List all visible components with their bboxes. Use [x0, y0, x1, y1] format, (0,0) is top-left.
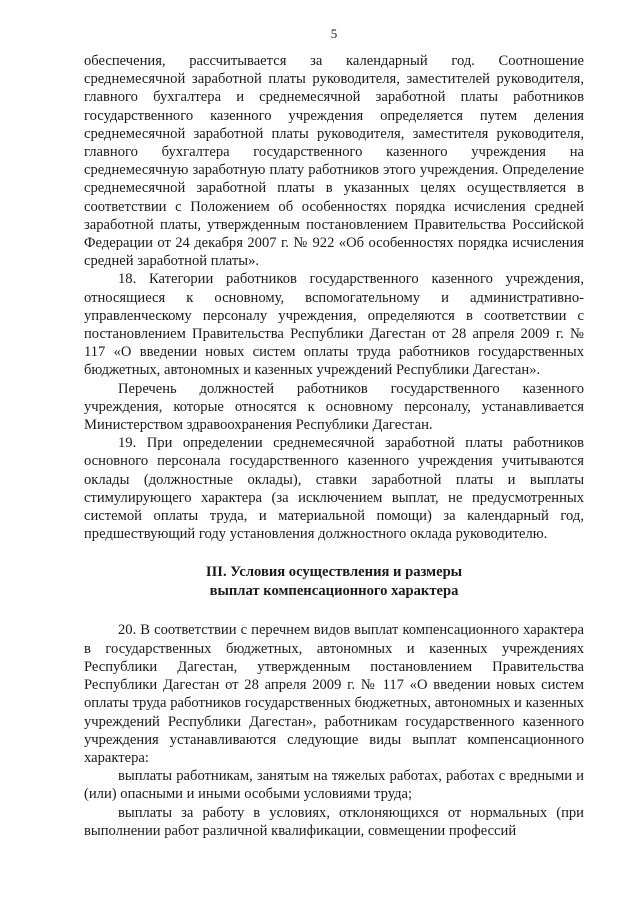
paragraph-item-18: 18. Категории работников государственного казенного учреждения, относящиеся к основному, вспомогательному и административно-управленческому персоналу учреждения, определяются в соответствии с постановлением Правительства Республики Дагестан от 28 апреля 2009 г. № 117 «О введении новых систем оплаты труда работников государственных бюджетных, автономных и казенных учреждений Республики Дагестан».: [84, 271, 584, 379]
page-number: 5: [330, 26, 338, 41]
section-heading: [84, 563, 584, 601]
paragraph-item-20: 20. В соответствии с перечнем видов выплат компенсационного характера в государственных бюджетных, автономных и казенных учреждениях Республики Дагестан, утвержденным постановлением Правительства Республики Дагестан от 28 апреля 2009 г. № 117 «О введении новых систем оплаты труда работников государственных бюджетных, автономных и казенных учреждений Республики Дагестан», работникам государственного казенного учреждения устанавливаются следующие виды выплат компенсационного характера:: [84, 622, 584, 766]
paragraph-continuation: обеспечения, рассчитывается за календарный год. Соотношение среднемесячной заработной платы руководителя, заместителей руководителя, главного бухгалтера и среднемесячной заработной платы работников государственного казенного учреждения определяется путем деления среднемесячной заработной платы руководителя, заместителя руководителя, главного бухгалтера государственного казенного учреждения на среднемесячную заработную плату работников этого учреждения. Определение среднемесячной заработной платы в указанных целях осуществляется в соответствии с Положением об особенностях порядка исчисления средней заработной платы, утвержденным постановлением Правительства Российской Федерации от 24 декабря 2007 г. № 922 «Об особенностях порядка исчисления средней заработной платы».: [84, 53, 584, 270]
document-body: [84, 52, 584, 840]
paragraph-payment-hazardous: выплаты работникам, занятым на тяжелых работах, работах с вредными и (или) опасными и иными особыми условиями труда;: [84, 768, 584, 803]
section-heading-line1: III. Условия осуществления и размеры: [205, 564, 463, 581]
paragraph-item-19: 19. При определении среднемесячной заработной платы работников основного персонала государственного казенного учреждения учитываются оклады (должностные оклады), ставки заработной платы и выплаты стимулирующего характера (за исключением выплат, не предусмотренных системой оплаты труда, и материальной помощи) за календарный год, предшествующий году установления должностного оклада руководителю.: [84, 435, 584, 543]
paragraph-payment-abnormal: выплаты за работу в условиях, отклоняющихся от нормальных (при выполнении работ различной квалификации, совмещении профессий: [84, 804, 584, 839]
section-heading-line2: выплат компенсационного характера: [209, 583, 459, 600]
paragraph-positions-list: Перечень должностей работников государственного казенного учреждения, которые относятся к основному персоналу, устанавливается Министерством здравоохранения Республики Дагестан.: [84, 380, 584, 434]
